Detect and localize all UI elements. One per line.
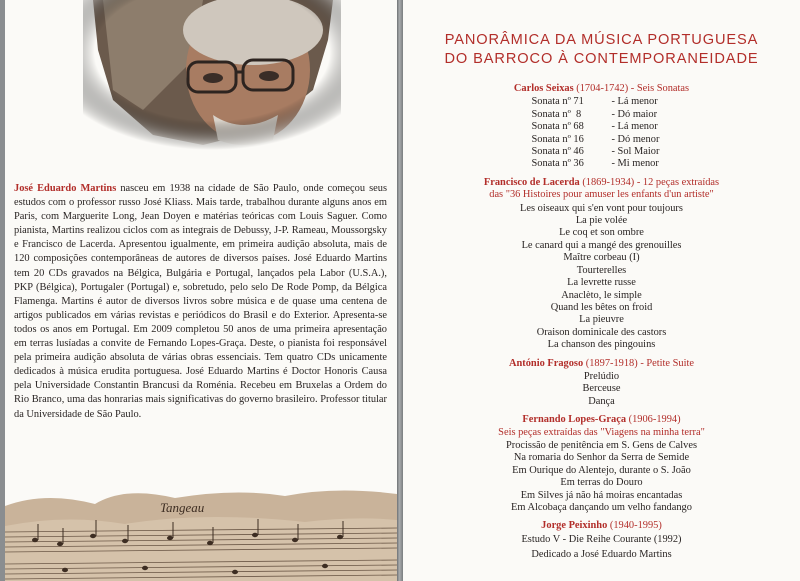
- composer-dates: (1897-1918): [583, 357, 638, 369]
- list-item: Na romaria do Senhor da Serra de Semide: [513, 452, 690, 464]
- biography-text: nasceu em 1938 na cidade de São Paulo, onde começou seus estudos com o professor russo José Kliass. Mais tarde, trabalhou durante alguns anos em Paris, com Marguerite Long, Jean Doyen e matérias teóricas com Louis Saguer. Como pianista, Martins realizou ciclos com as integrais de Debussy, J-P. Rameau, Moussorgsky e Francisco de Lacerda. Apresentou igualmente, em primeira audição absoluta, mais de 120 composições contemporâneas de autores de diversos países. José Eduardo Martins tem 20 CDs gravados na Bélgica, Bulgária e Portugal, lançados pela Labor (U.S.A.), PKP (Bélgica), Portugaler (Portugal) e, sobretudo, pelo selo De Rode Pomp, da Bélgica Flamenga. Martins é autor de diversos livros sobre música e de quase uma centena de artigos publicados em várias revistas e periódicos do Brasil e do Exterior. Apresenta-se todos os anos em Portugal. Em 2009 completou 50 anos de uma primeira apresentação em terras lusíadas a convite de Fernando Lopes-Graça. Deste, o pianista foi responsável pela primeira audição absoluta de várias obras essenciais. Tem quatro CDs unicamente dedicados à música erudita portuguesa. José Eduardo Martins é Doctor Honoris Causa pela Universidade Constantin Brancusi da Roménia. Recebeu em Bruxelas a Ordem do Rio Branco, uma das honrarias mais significativas do governo brasileiro. Professor titular da Universidade de São Paulo.: [14, 183, 387, 420]
- list-item: La pieuvre: [579, 314, 624, 326]
- pianist-portrait-photo: [83, 0, 341, 150]
- list-item: Sonata nº 71 - Lá menor: [531, 96, 658, 108]
- list-item: Sonata nº 16 - Dó menor: [531, 133, 660, 145]
- work-title: Estudo V - Die Reihe Courante (1992): [521, 533, 682, 545]
- program-list: [403, 83, 800, 568]
- composer-dates: (1906-1994): [626, 414, 681, 426]
- composer-dates: (1940-1995): [607, 520, 662, 532]
- work-title: Seis peças extraídas das "Viagens na minha terra": [498, 426, 705, 438]
- list-item: Berceuse: [582, 383, 621, 395]
- heading-line-2: DO BARROCO À CONTEMPORANEIDADE: [444, 51, 759, 67]
- composer-name: Fernando Lopes-Graça: [522, 414, 627, 426]
- work-title: - 12 peças extraídas: [634, 176, 720, 188]
- list-item: Les oiseaux qui s'en vont pour toujours: [520, 202, 683, 214]
- program-heading: [403, 31, 800, 69]
- work-subtitle: das "36 Histoires pour amuser les enfants d'un artiste": [489, 189, 714, 201]
- section-lacerda: [403, 177, 800, 352]
- left-page: [5, 0, 397, 581]
- list-item: La pie volée: [575, 215, 628, 227]
- score-inscription: Tangeau: [160, 500, 205, 515]
- list-item: Anaclèto, le simple: [561, 289, 642, 301]
- list-item: La chanson des pingouins: [547, 339, 656, 351]
- composer-dates: (1704-1742): [573, 83, 629, 94]
- dedication: Dedicado a José Eduardo Martins: [531, 549, 672, 561]
- composer-name: Francisco de Lacerda: [483, 176, 580, 188]
- composer-dates: (1869-1934): [579, 176, 635, 188]
- composer-name: Carlos Seixas: [513, 83, 574, 94]
- composer-name: Jorge Peixinho: [541, 520, 608, 532]
- section-lopes-graca: [403, 414, 800, 514]
- list-item: Em Alcobaça dançando um velho fandango: [511, 502, 692, 513]
- list-item: Oraison dominicale des castors: [536, 326, 667, 338]
- heading-line-1: PANORÂMICA DA MÚSICA PORTUGUESA: [444, 32, 759, 48]
- right-page: [403, 0, 800, 581]
- list-item: Prelúdio: [583, 370, 620, 382]
- list-item: Tourterelles: [576, 264, 627, 276]
- list-item: La levrette russe: [567, 277, 636, 289]
- list-item: Procissão de penitência em S. Gens de Calves: [505, 439, 698, 451]
- sheet-music-image: [5, 486, 397, 581]
- biography-paragraph: [14, 182, 387, 422]
- work-title: - Petite Suite: [637, 357, 694, 369]
- list-item: Em Ourique do Alentejo, durante o S. João: [512, 464, 691, 476]
- list-item: Em terras do Douro: [560, 477, 643, 489]
- list-item: Sonata nº 68 - Lá menor: [531, 121, 658, 133]
- work-title: - Seis Sonatas: [628, 83, 690, 94]
- list-item: Sonata nº 8 - Dó maior: [531, 108, 658, 120]
- section-fragoso: [403, 358, 800, 409]
- list-item: Dança: [588, 395, 615, 407]
- composer-name: António Fragoso: [508, 357, 584, 369]
- section-seixas: [403, 83, 800, 171]
- list-item: Le canard qui a mangé des grenouilles: [521, 239, 682, 251]
- list-item: Em Silves já não há moiras encantadas: [520, 489, 683, 501]
- pianist-name: José Eduardo Martins: [14, 183, 117, 194]
- list-item: Maître corbeau (I): [563, 252, 640, 264]
- list-item: Le coq et son ombre: [559, 227, 644, 239]
- list-item: Sonata nº 36 - Mi menor: [531, 158, 659, 170]
- section-peixinho: [403, 520, 800, 561]
- list-item: Quand les bêtes on froid: [550, 301, 653, 313]
- list-item: Sonata nº 46 - Sol Maior: [531, 146, 660, 158]
